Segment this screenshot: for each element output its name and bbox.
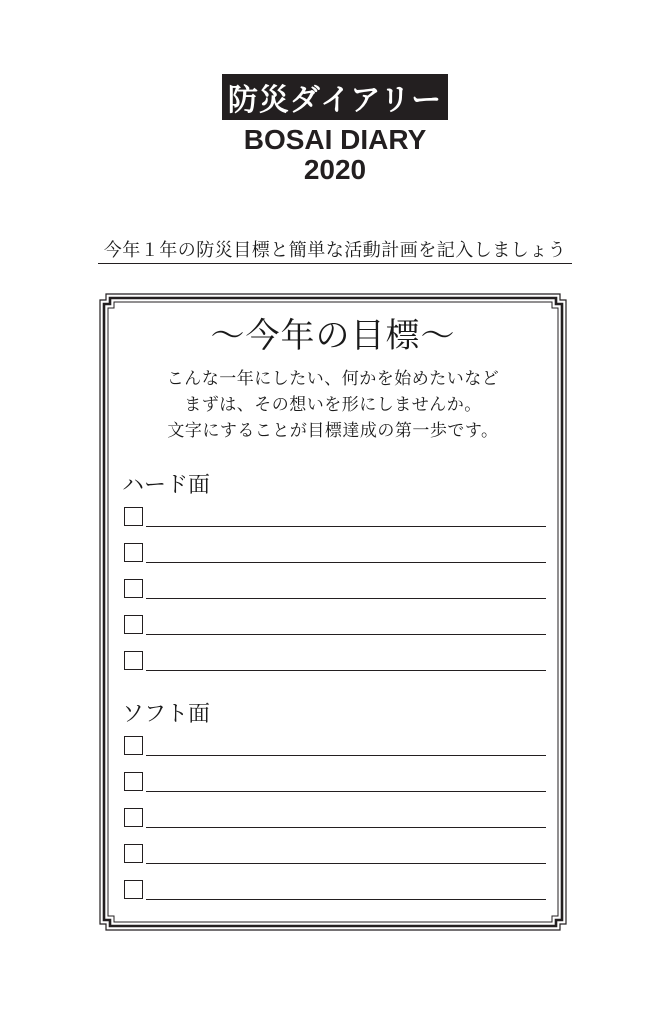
brand-english-title: BOSAI DIARY — [243, 124, 427, 155]
goal-write-line[interactable] — [146, 791, 546, 792]
goal-write-line[interactable] — [146, 598, 546, 599]
section-title-hardware: ハード面 — [122, 473, 211, 498]
goal-checkbox[interactable] — [124, 880, 143, 899]
goal-checkbox[interactable] — [124, 651, 143, 670]
section-title-software: ソフト面 — [122, 702, 211, 727]
goal-checkbox[interactable] — [124, 844, 143, 863]
hardware-goal-row — [122, 543, 546, 565]
diary-year: 2020 — [303, 154, 367, 185]
software-goal-row — [122, 880, 546, 902]
goal-checkbox[interactable] — [124, 579, 143, 598]
hardware-goal-row — [122, 615, 546, 637]
hardware-goal-row — [122, 579, 546, 601]
software-goal-row — [122, 844, 546, 866]
goal-checkbox[interactable] — [124, 736, 143, 755]
brand-japanese-title: 防災ダイアリー — [222, 74, 448, 120]
goal-write-line[interactable] — [146, 634, 546, 635]
instruction-text: 今年１年の防災目標と簡単な活動計画を記入しましょう — [98, 236, 572, 264]
goal-write-line[interactable] — [146, 863, 546, 864]
goal-checkbox[interactable] — [124, 615, 143, 634]
goal-write-line[interactable] — [146, 670, 546, 671]
goal-write-line[interactable] — [146, 899, 546, 900]
intro-line-3: 文字にすることが目標達成の第一歩です。 — [167, 421, 499, 441]
goal-write-line[interactable] — [146, 526, 546, 527]
goal-heading: ～今年の目標～ — [210, 316, 456, 356]
hardware-goal-row — [122, 507, 546, 529]
software-goal-row — [122, 772, 546, 794]
intro-line-1: こんな一年にしたい、何かを始めたいなど — [166, 369, 500, 389]
goal-checkbox[interactable] — [124, 543, 143, 562]
goal-checkbox[interactable] — [124, 507, 143, 526]
goal-checkbox[interactable] — [124, 808, 143, 827]
software-goal-row — [122, 808, 546, 830]
goal-write-line[interactable] — [146, 562, 546, 563]
software-goal-row — [122, 736, 546, 758]
goal-write-line[interactable] — [146, 755, 546, 756]
goal-checkbox[interactable] — [124, 772, 143, 791]
goal-write-line[interactable] — [146, 827, 546, 828]
intro-line-2: まずは、その想いを形にしませんか。 — [184, 395, 482, 415]
hardware-goal-row — [122, 651, 546, 673]
